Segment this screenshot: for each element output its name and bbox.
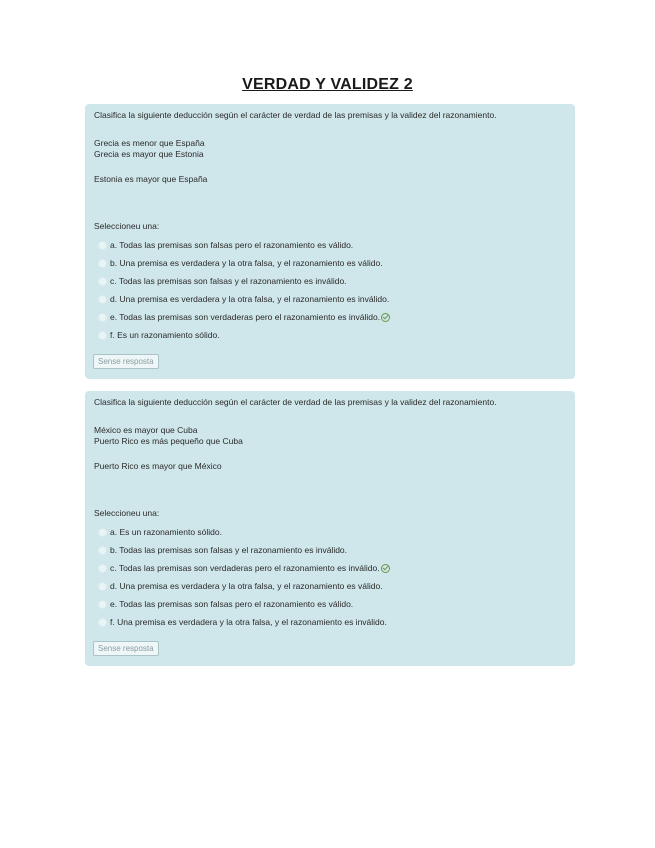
radio-button[interactable] bbox=[98, 618, 107, 627]
option-label: b. Todas las premisas son falsas y el razonamiento es inválido. bbox=[110, 544, 348, 555]
option-d[interactable] bbox=[94, 577, 566, 595]
option-e[interactable] bbox=[94, 595, 566, 613]
option-a[interactable] bbox=[94, 523, 566, 541]
radio-button[interactable] bbox=[98, 564, 107, 573]
option-b[interactable] bbox=[94, 254, 566, 272]
option-b[interactable] bbox=[94, 541, 566, 559]
answer-options bbox=[94, 236, 566, 344]
option-label: f. Es un razonamiento sólido. bbox=[110, 329, 220, 340]
question-prompt: Clasifica la siguiente deducción según el carácter de verdad de las premisas y la validez del razonamiento. bbox=[94, 397, 497, 407]
radio-button[interactable] bbox=[98, 528, 107, 537]
premise-2: Puerto Rico es más pequeño que Cuba bbox=[94, 436, 243, 446]
question-card-1 bbox=[85, 104, 575, 379]
page-title: VERDAD Y VALIDEZ 2 bbox=[242, 76, 413, 93]
option-c[interactable] bbox=[94, 272, 566, 290]
premises bbox=[94, 425, 566, 447]
radio-button[interactable] bbox=[98, 313, 107, 322]
option-label: c. Todas las premisas son falsas y el razonamiento es inválido. bbox=[110, 275, 347, 286]
premise-1: Grecia es menor que España bbox=[94, 138, 205, 148]
no-answer-button[interactable]: Sense resposta bbox=[93, 641, 159, 656]
option-label: e. Todas las premisas son falsas pero el razonamiento es válido. bbox=[110, 598, 354, 609]
radio-button[interactable] bbox=[98, 241, 107, 250]
radio-button[interactable] bbox=[98, 259, 107, 268]
premise-2: Grecia es mayor que Estonia bbox=[94, 149, 204, 159]
check-circle-icon bbox=[381, 313, 390, 322]
radio-button[interactable] bbox=[98, 277, 107, 286]
select-label: Seleccioneu una: bbox=[94, 221, 160, 231]
answer-options bbox=[94, 523, 566, 631]
no-answer-button[interactable]: Sense resposta bbox=[93, 354, 159, 369]
conclusion: Estonia es mayor que España bbox=[94, 174, 208, 184]
option-label: c. Todas las premisas son verdaderas pero el razonamiento es inválido. bbox=[110, 562, 380, 573]
option-c[interactable] bbox=[94, 559, 566, 577]
radio-button[interactable] bbox=[98, 582, 107, 591]
conclusion: Puerto Rico es mayor que México bbox=[94, 461, 222, 471]
option-label: f. Una premisa es verdadera y la otra falsa, y el razonamiento es inválido. bbox=[110, 616, 387, 627]
option-label: a. Es un razonamiento sólido. bbox=[110, 526, 222, 537]
option-a[interactable] bbox=[94, 236, 566, 254]
option-label: a. Todas las premisas son falsas pero el razonamiento es válido. bbox=[110, 239, 354, 250]
option-label: d. Una premisa es verdadera y la otra falsa, y el razonamiento es inválido. bbox=[110, 293, 390, 304]
option-f[interactable] bbox=[94, 326, 566, 344]
option-label: b. Una premisa es verdadera y la otra falsa, y el razonamiento es válido. bbox=[110, 257, 383, 268]
option-label: e. Todas las premisas son verdaderas pero el razonamiento es inválido. bbox=[110, 311, 381, 322]
radio-button[interactable] bbox=[98, 295, 107, 304]
question-prompt: Clasifica la siguiente deducción según el carácter de verdad de las premisas y la validez del razonamiento. bbox=[94, 110, 497, 120]
premise-1: México es mayor que Cuba bbox=[94, 425, 198, 435]
check-circle-icon bbox=[381, 564, 390, 573]
option-e[interactable] bbox=[94, 308, 566, 326]
premises bbox=[94, 138, 566, 160]
radio-button[interactable] bbox=[98, 600, 107, 609]
option-d[interactable] bbox=[94, 290, 566, 308]
select-label: Seleccioneu una: bbox=[94, 508, 160, 518]
radio-button[interactable] bbox=[98, 331, 107, 340]
option-label: d. Una premisa es verdadera y la otra falsa, y el razonamiento es válido. bbox=[110, 580, 383, 591]
question-card-2 bbox=[85, 391, 575, 666]
radio-button[interactable] bbox=[98, 546, 107, 555]
option-f[interactable] bbox=[94, 613, 566, 631]
